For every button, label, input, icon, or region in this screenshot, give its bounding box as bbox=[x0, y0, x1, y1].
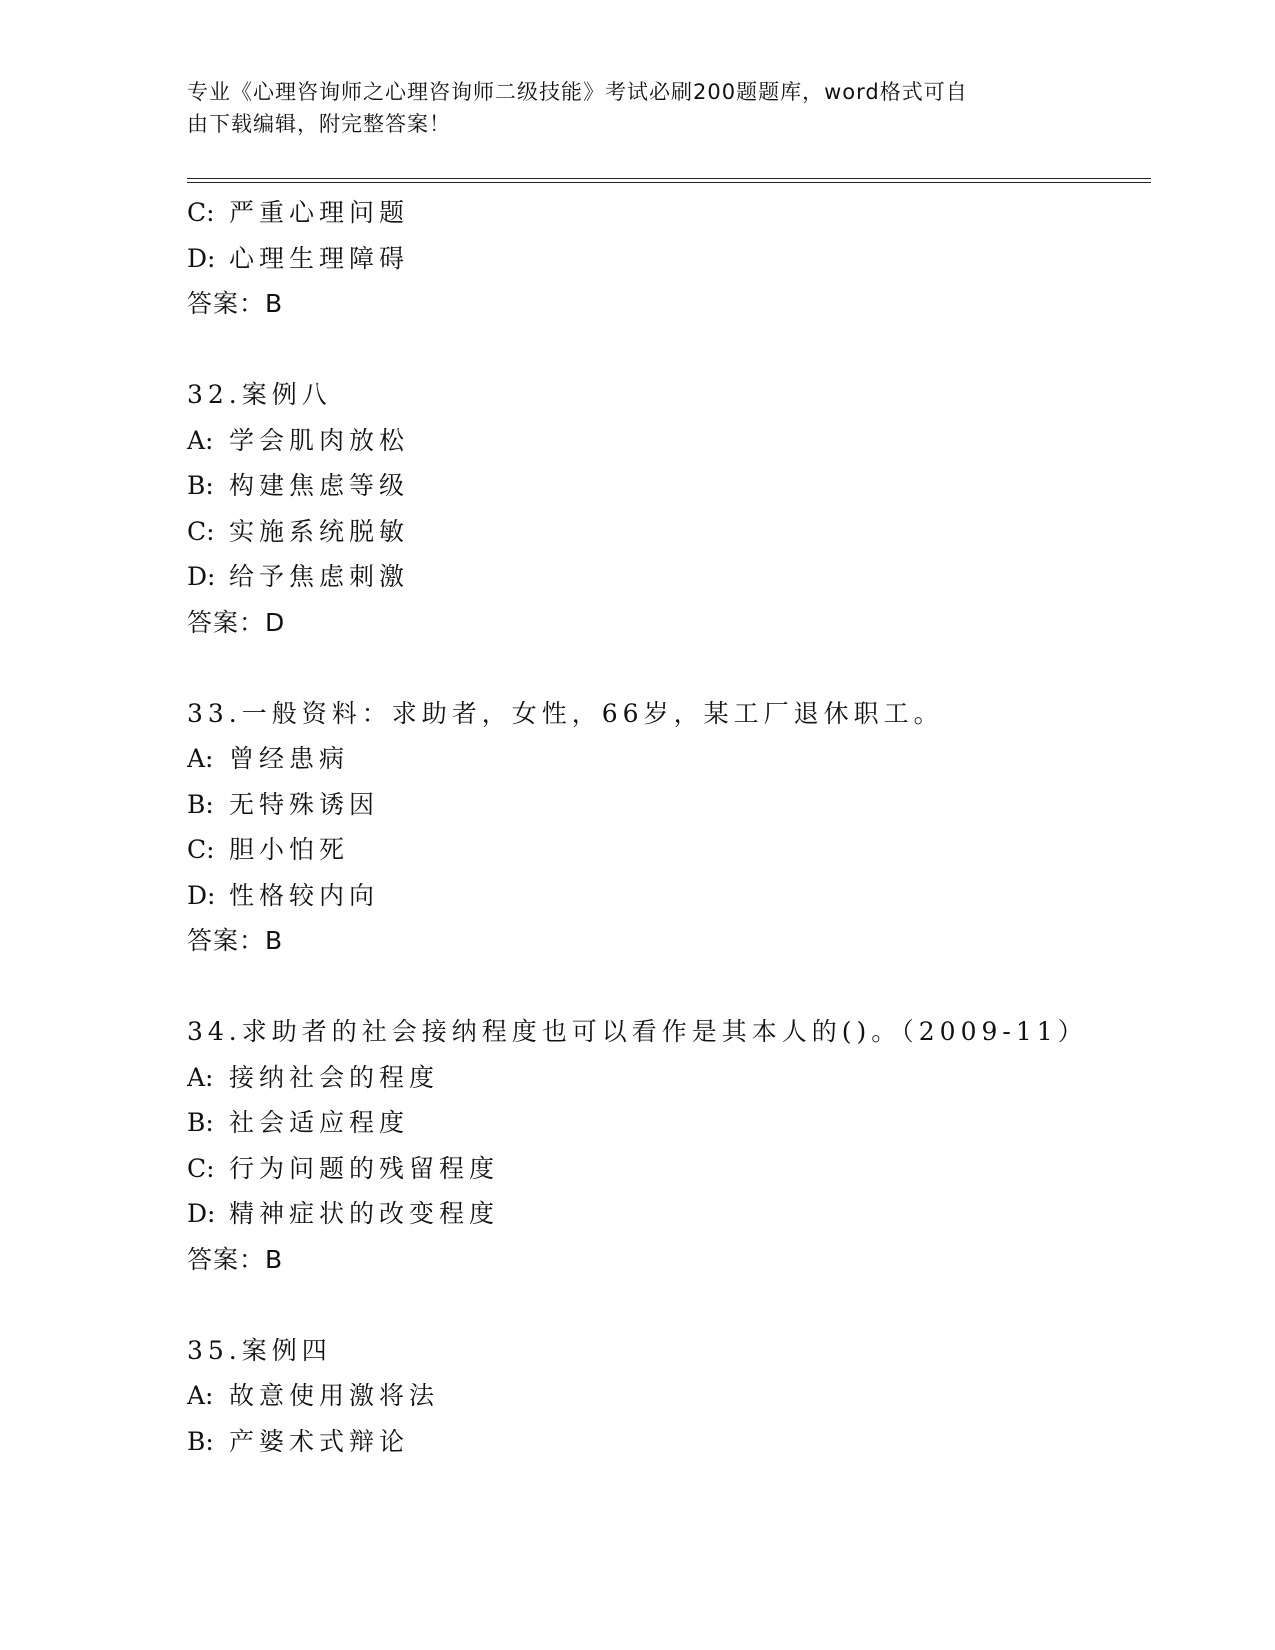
question-block bbox=[187, 1009, 1147, 1282]
option-text: 行为问题的残留程度 bbox=[229, 1153, 500, 1183]
option-key: B: bbox=[187, 471, 214, 500]
option-key: B: bbox=[187, 789, 214, 819]
option-b bbox=[187, 1419, 1147, 1465]
option-key: B: bbox=[187, 1426, 214, 1456]
option-text: 胆小怕死 bbox=[229, 835, 350, 864]
answer-line: 答案：B bbox=[187, 1244, 284, 1274]
question-block bbox=[187, 1328, 1147, 1465]
question-text: 34.求助者的社会接纳程度也可以看作是其本人的()。（2009-11） bbox=[187, 1017, 1088, 1046]
option-c bbox=[187, 827, 1147, 873]
option-text: 社会适应程度 bbox=[229, 1108, 410, 1137]
option-key: D: bbox=[187, 562, 216, 591]
option-c bbox=[187, 190, 1147, 236]
option-d bbox=[187, 1191, 1147, 1237]
option-text: 接纳社会的程度 bbox=[229, 1062, 440, 1092]
option-key: A: bbox=[187, 744, 214, 773]
question-text: 32.案例八 bbox=[187, 380, 332, 409]
block-spacer bbox=[187, 327, 1147, 373]
option-text: 给予焦虑刺激 bbox=[229, 562, 410, 591]
option-key: C: bbox=[187, 198, 215, 227]
option-key: B: bbox=[187, 1108, 214, 1137]
question-text: 35.案例四 bbox=[187, 1335, 332, 1365]
option-b bbox=[187, 463, 1147, 509]
option-b bbox=[187, 782, 1147, 828]
question-list bbox=[187, 190, 1147, 1464]
option-key: A: bbox=[187, 1381, 214, 1410]
option-key: C: bbox=[187, 1153, 215, 1183]
option-a bbox=[187, 736, 1147, 782]
option-text: 曾经患病 bbox=[229, 744, 350, 773]
answer-line: 答案：D bbox=[187, 607, 286, 637]
option-a bbox=[187, 1373, 1147, 1419]
block-spacer bbox=[187, 645, 1147, 691]
option-text: 无特殊诱因 bbox=[229, 789, 380, 819]
answer-line: 答案：B bbox=[187, 926, 284, 955]
option-c bbox=[187, 1146, 1147, 1192]
option-text: 实施系统脱敏 bbox=[229, 516, 410, 546]
option-key: A: bbox=[187, 1062, 214, 1092]
question-block bbox=[187, 372, 1147, 645]
option-text: 性格较内向 bbox=[229, 880, 380, 910]
option-key: D: bbox=[187, 880, 216, 910]
option-text: 产婆术式辩论 bbox=[229, 1426, 410, 1456]
option-key: D: bbox=[187, 1199, 216, 1228]
option-key: A: bbox=[187, 425, 214, 455]
option-text: 严重心理问题 bbox=[229, 198, 410, 227]
question-block bbox=[187, 190, 1147, 327]
block-spacer bbox=[187, 1282, 1147, 1328]
option-d bbox=[187, 554, 1147, 600]
option-c bbox=[187, 509, 1147, 555]
header-double-rule bbox=[187, 178, 1151, 183]
option-text: 心理生理障碍 bbox=[229, 243, 410, 273]
option-text: 精神症状的改变程度 bbox=[229, 1199, 500, 1228]
header-line-1: 专业《心理咨询师之心理咨询师二级技能》考试必刷200题题库，word格式可自 bbox=[187, 80, 968, 104]
question-text: 33.一般资料：求助者，女性，66岁，某工厂退休职工。 bbox=[187, 698, 944, 728]
option-key: C: bbox=[187, 516, 215, 546]
header-line-2: 由下载编辑，附完整答案！ bbox=[187, 112, 451, 136]
option-text: 故意使用激将法 bbox=[229, 1381, 440, 1410]
option-a bbox=[187, 418, 1147, 464]
option-b bbox=[187, 1100, 1147, 1146]
answer-line: 答案：B bbox=[187, 289, 284, 318]
option-text: 构建焦虑等级 bbox=[229, 471, 410, 500]
block-spacer bbox=[187, 964, 1147, 1010]
option-key: C: bbox=[187, 835, 215, 864]
option-d bbox=[187, 236, 1147, 282]
document-header bbox=[187, 76, 1067, 140]
option-key: D: bbox=[187, 243, 216, 273]
option-a bbox=[187, 1055, 1147, 1101]
option-text: 学会肌肉放松 bbox=[229, 425, 410, 455]
option-d bbox=[187, 873, 1147, 919]
question-block bbox=[187, 691, 1147, 964]
